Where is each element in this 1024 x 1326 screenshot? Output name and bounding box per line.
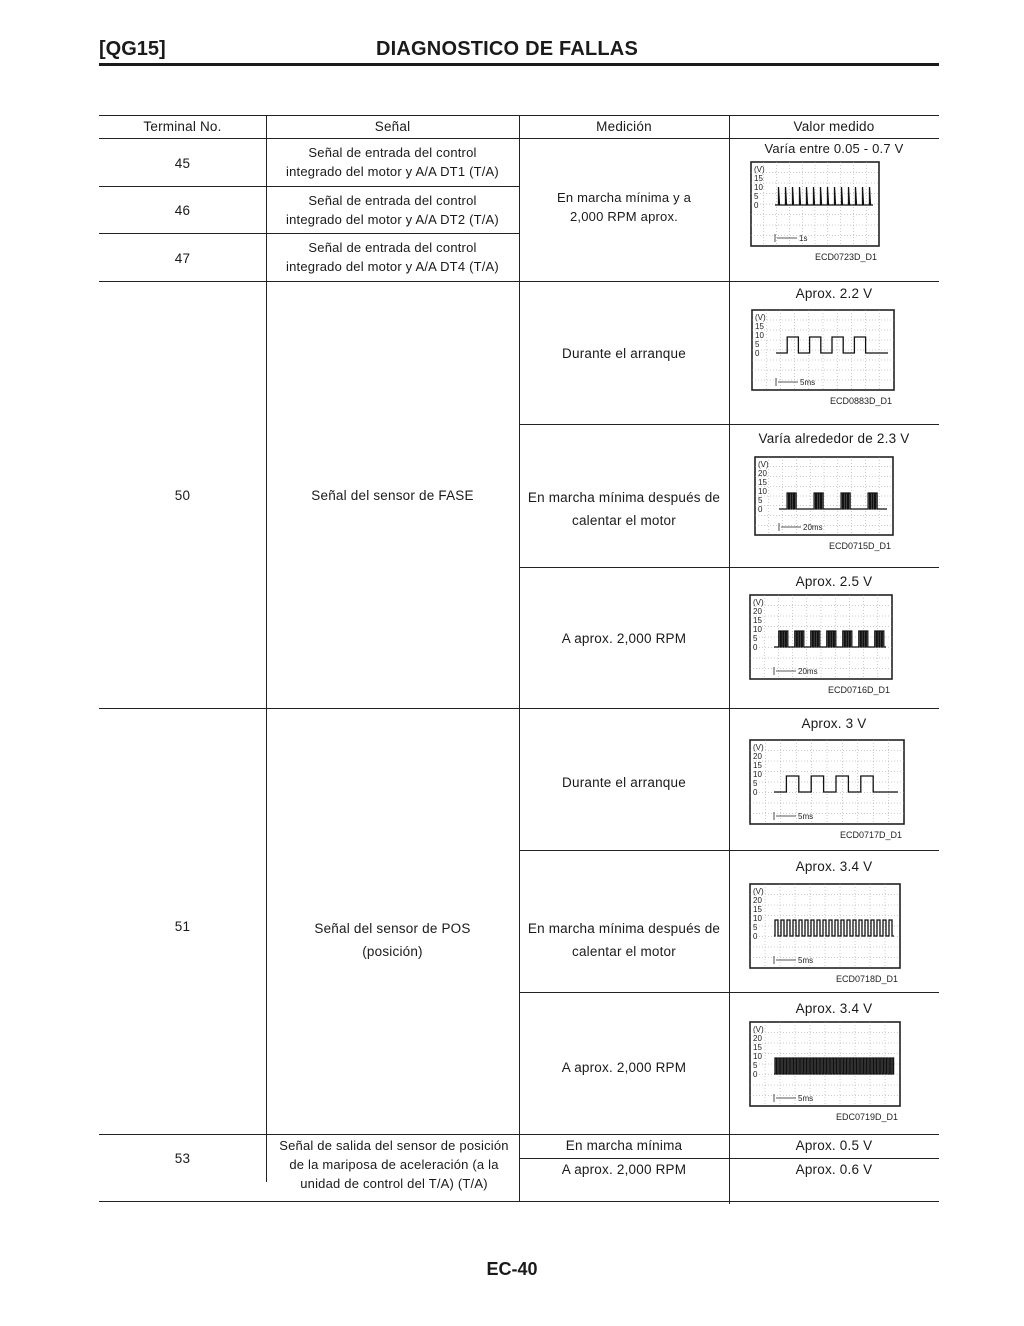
axis-tick-label: 0 (758, 505, 763, 514)
time-scale-label: 20ms (803, 523, 823, 532)
axis-tick-label: 10 (753, 914, 762, 923)
value-53-idle: Aprox. 0.5 V (795, 1138, 873, 1153)
axis-tick-label: 0 (753, 1070, 758, 1079)
measure-53-2000: A aprox. 2,000 RPM (561, 1162, 687, 1177)
axis-tick-label: 5 (754, 192, 759, 201)
axis-tick-label: 5 (755, 340, 760, 349)
axis-tick-label: 20 (753, 1034, 762, 1043)
col-header-signal: Señal (374, 119, 411, 134)
axis-tick-label: (V) (754, 165, 765, 174)
value-51-idle: Aprox. 3.4 V (795, 859, 873, 874)
axis-tick-label: (V) (755, 313, 766, 322)
axis-tick-label: 0 (754, 201, 759, 210)
axis-tick-label: 5 (753, 634, 758, 643)
value-51-cranking: Aprox. 3 V (801, 716, 867, 731)
row-rule (99, 186, 519, 187)
signal-45: Señal de entrada del control integrado del motor y A/A DT1 (T/A) (286, 145, 499, 179)
col-header-terminal: Terminal No. (143, 119, 222, 134)
axis-tick-label: 5 (753, 923, 758, 932)
axis-tick-label: 10 (753, 770, 762, 779)
axis-tick-label: 0 (753, 643, 758, 652)
waveform-50-idle (749, 455, 927, 561)
terminal-51: 51 (174, 919, 191, 934)
terminal-50: 50 (174, 488, 191, 503)
axis-tick-label: 5 (753, 779, 758, 788)
axis-tick-label: 0 (753, 932, 758, 941)
axis-tick-label: 15 (755, 322, 764, 331)
terminal-53: 53 (174, 1151, 191, 1166)
axis-tick-label: 15 (753, 1043, 762, 1052)
measure-50-idle: En marcha mínima después de calentar el motor (527, 490, 721, 528)
waveform-svg (745, 160, 913, 272)
axis-tick-label: 10 (753, 625, 762, 634)
col-header-measure: Medición (596, 119, 652, 134)
waveform-svg (749, 455, 927, 561)
value-53-2000: Aprox. 0.6 V (795, 1162, 873, 1177)
value-45-47: Varía entre 0.05 - 0.7 V (764, 141, 904, 156)
measure-51-2000: A aprox. 2,000 RPM (561, 1060, 687, 1075)
waveform-45-47 (745, 160, 913, 272)
axis-tick-label: 15 (753, 761, 762, 770)
time-scale-label: 1s (799, 234, 808, 243)
axis-tick-label: 10 (754, 183, 763, 192)
column-rule (729, 115, 730, 1204)
value-50-2000: Aprox. 2.5 V (795, 574, 873, 589)
time-scale-label: 5ms (798, 1094, 814, 1103)
measure-53-idle: En marcha mínima (565, 1138, 683, 1153)
waveform-51-idle (744, 882, 934, 994)
header-rule (99, 63, 939, 66)
signal-47: Señal de entrada del control integrado del motor y A/A DT4 (T/A) (286, 240, 499, 274)
figure-code: ECD0723D_D1 (814, 252, 877, 262)
signal-50: Señal del sensor de FASE (311, 488, 474, 503)
figure-code: ECD0716D_D1 (827, 685, 890, 695)
waveform-svg (744, 1020, 934, 1132)
figure-code: ECD0883D_D1 (829, 396, 892, 406)
figure-code: ECD0715D_D1 (828, 541, 891, 551)
time-scale-label: 5ms (798, 956, 814, 965)
axis-tick-label: (V) (753, 743, 764, 752)
axis-tick-label: 15 (754, 174, 763, 183)
value-50-cranking: Aprox. 2.2 V (795, 286, 873, 301)
measure-45-47: En marcha mínima y a 2,000 RPM aprox. (556, 190, 692, 224)
axis-tick-label: 15 (753, 616, 762, 625)
waveform-svg (744, 593, 926, 705)
measure-51-idle: En marcha mínima después de calentar el motor (527, 921, 721, 959)
waveform-50-2000 (744, 593, 926, 705)
axis-tick-label: 10 (755, 331, 764, 340)
axis-tick-label: 20 (753, 607, 762, 616)
axis-tick-label: 20 (753, 752, 762, 761)
axis-tick-label: 20 (753, 896, 762, 905)
terminal-46: 46 (174, 203, 191, 218)
section-code: [QG15] (99, 38, 166, 60)
axis-tick-label: (V) (753, 1025, 764, 1034)
value-50-idle: Varía alrededor de 2.3 V (758, 431, 910, 446)
waveform-svg (744, 882, 934, 994)
axis-tick-label: 10 (758, 487, 767, 496)
terminal-45: 45 (174, 156, 191, 171)
axis-tick-label: 0 (755, 349, 760, 358)
signal-53: Señal de salida del sensor de posición de la mariposa de aceleración (a la unidad de control del T/A) (T/A) (279, 1138, 509, 1191)
axis-tick-label: 5 (758, 496, 763, 505)
axis-tick-label: 15 (753, 905, 762, 914)
column-rule (519, 115, 520, 1202)
axis-tick-label: (V) (753, 887, 764, 896)
axis-tick-label: (V) (753, 598, 764, 607)
waveform-trace (774, 1058, 894, 1074)
figure-code: ECD0718D_D1 (835, 974, 898, 984)
waveform-svg (746, 308, 928, 416)
col-header-value: Valor medido (793, 119, 875, 134)
measure-50-cranking: Durante el arranque (562, 346, 686, 361)
time-scale-label: 20ms (798, 667, 818, 676)
axis-tick-label: 0 (753, 788, 758, 797)
page-number: EC-40 (486, 1259, 538, 1279)
figure-code: EDC0719D_D1 (835, 1112, 898, 1122)
waveform-51-2000 (744, 1020, 934, 1132)
axis-tick-label: 20 (758, 469, 767, 478)
signal-46: Señal de entrada del control integrado del motor y A/A DT2 (T/A) (286, 193, 499, 227)
waveform-50-cranking (746, 308, 928, 416)
page-title: DIAGNOSTICO DE FALLAS (376, 38, 638, 60)
measure-51-cranking: Durante el arranque (562, 775, 686, 790)
axis-tick-label: 15 (758, 478, 767, 487)
measure-50-2000: A aprox. 2,000 RPM (561, 631, 687, 646)
figure-code: ECD0717D_D1 (839, 830, 902, 840)
time-scale-label: 5ms (800, 378, 816, 387)
axis-tick-label: 10 (753, 1052, 762, 1061)
time-scale-label: 5ms (798, 812, 814, 821)
waveform-svg (744, 738, 938, 850)
signal-51: Señal del sensor de POS (posición) (314, 921, 471, 959)
axis-tick-label: (V) (758, 460, 769, 469)
value-51-2000: Aprox. 3.4 V (795, 1001, 873, 1016)
waveform-51-cranking (744, 738, 938, 850)
terminal-47: 47 (174, 251, 191, 266)
axis-tick-label: 5 (753, 1061, 758, 1070)
row-rule (99, 233, 519, 234)
